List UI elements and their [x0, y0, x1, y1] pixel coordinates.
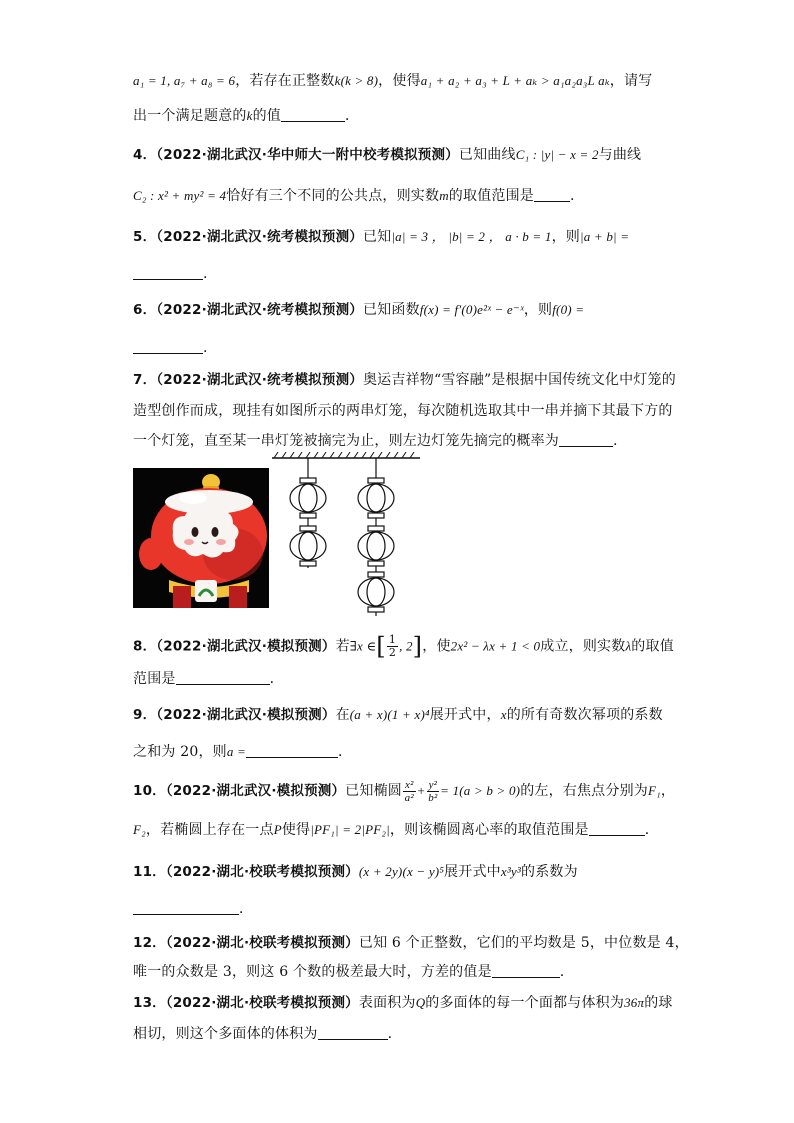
- text-fragment: .: [387, 1026, 393, 1042]
- math-expression: a₁ + a₂ + a₃ + L + aₖ > a₁a₂a₃L aₖ: [420, 73, 610, 88]
- fraction-denominator: b²: [428, 791, 438, 804]
- question-source: （2022·湖北武汉·华中师大一附中校考模拟预测）: [156, 147, 459, 163]
- fraction-y: [427, 779, 440, 804]
- math-expression: k(k > 8): [334, 73, 379, 88]
- question-source: （2022·湖北武汉·统考模拟预测）: [156, 302, 363, 318]
- question-source: （2022·湖北武汉·统考模拟预测）: [156, 229, 363, 245]
- lantern-right-2: [358, 526, 394, 566]
- text-fragment: 展开式中: [444, 864, 501, 880]
- question-source: （2022·湖北武汉·模拟预测）: [165, 783, 346, 799]
- text-fragment: 的所有奇数次幂项的系数: [506, 707, 663, 723]
- answer-blank[interactable]: [281, 107, 345, 122]
- question-7-line-3: [133, 431, 618, 451]
- text-fragment: 已知: [362, 229, 392, 245]
- hanging-lanterns-diagram: [272, 452, 424, 618]
- fraction-numerator: y²: [428, 778, 438, 791]
- question-6: [133, 300, 584, 320]
- question-number: 7．: [133, 372, 157, 388]
- question-13: [133, 993, 673, 1013]
- text-fragment: 使得: [281, 822, 311, 838]
- text-fragment: ，: [660, 783, 676, 799]
- text-fragment: 的球: [644, 995, 673, 1011]
- question-13-line-2: [133, 1024, 392, 1044]
- plus-sign: +: [416, 783, 426, 798]
- text-fragment: 出一个满足题意的: [133, 108, 247, 124]
- text-fragment: 的取值范围是: [448, 188, 534, 204]
- question-number: 5．: [133, 229, 157, 245]
- text-fragment: ，使: [422, 638, 451, 655]
- text-fragment: 造型创作而成，现挂有如图所示的两串灯笼，每次随机选取其中一串并摘下其最下方的: [133, 403, 673, 419]
- question-source: （2022·湖北武汉·模拟预测）: [156, 638, 336, 655]
- text-fragment: 的值: [252, 108, 281, 124]
- text-fragment: 表面积为: [358, 995, 416, 1011]
- math-expression: |a + b| =: [579, 229, 630, 244]
- answer-blank[interactable]: [534, 187, 570, 202]
- left-bracket: [: [376, 632, 386, 661]
- math-expression: 2x² − λx + 1 < 0: [450, 638, 541, 654]
- question-7-line-2: [133, 401, 673, 421]
- text-fragment: 已知函数: [362, 302, 420, 318]
- math-expression: f(0) =: [552, 302, 585, 317]
- question-12: [133, 933, 689, 953]
- question-source: （2022·湖北·校联考模拟预测）: [165, 935, 359, 951]
- text-fragment: 唯一的众数是 3，则这 6 个数的极差最大时，方差的值是: [133, 964, 492, 980]
- math-expression: k: [246, 108, 253, 123]
- math-expression: P: [273, 822, 282, 837]
- question-12-line-2: [133, 962, 564, 982]
- question-source: （2022·湖北·校联考模拟预测）: [165, 995, 359, 1011]
- math-expression: m: [439, 188, 449, 203]
- text-fragment: ，则: [523, 302, 553, 318]
- question-number: 10．: [133, 783, 166, 799]
- question-11: [133, 862, 578, 882]
- text-fragment: 范围是: [133, 671, 176, 687]
- question-number: 4．: [133, 147, 157, 163]
- text-fragment: 相切，则这个多面体的体积为: [133, 1026, 318, 1042]
- math-expression: a₁ = 1, a₇ + a₈ = 6: [133, 73, 236, 88]
- fraction-x: [403, 779, 416, 804]
- text-fragment: .: [613, 433, 618, 449]
- math-expression: 36π: [624, 995, 645, 1010]
- answer-blank[interactable]: [133, 900, 239, 915]
- text-fragment: .: [570, 188, 575, 204]
- question-9: [133, 705, 663, 725]
- right-bracket: ]: [412, 632, 423, 661]
- math-expression: ∃x ∈: [349, 638, 377, 654]
- question-5-line-2: [133, 264, 208, 284]
- math-expression: F₁: [648, 783, 661, 798]
- question-number: 13．: [133, 995, 166, 1011]
- text-fragment: ，若存在正整数: [235, 73, 335, 89]
- text-fragment: .: [644, 822, 650, 838]
- text-fragment: ，若椭圆上存在一点: [145, 822, 274, 838]
- text-fragment: 已知曲线: [458, 147, 516, 163]
- fraction-numerator: 1: [388, 633, 397, 646]
- math-expression: |PF₁| = 2|PF₂|: [310, 822, 390, 837]
- math-expression: (x + 2y)(x − y)⁵: [358, 864, 445, 879]
- question-number: 12．: [133, 935, 166, 951]
- lantern-left-2: [290, 526, 326, 566]
- math-expression: C₁ : |y| − x = 2: [515, 147, 599, 162]
- question-8-line-2: [133, 669, 284, 689]
- question-source: （2022·湖北武汉·模拟预测）: [156, 707, 336, 723]
- text-fragment: .: [203, 266, 208, 282]
- text-fragment: ．: [239, 901, 254, 917]
- mascot-image: [133, 468, 269, 608]
- text-fragment: 在: [335, 707, 350, 723]
- question-6-line-2: [133, 338, 208, 358]
- answer-blank[interactable]: [492, 963, 560, 978]
- question-8: [133, 634, 674, 659]
- text-fragment: ，使得: [378, 73, 421, 89]
- lanterns-svg: [272, 452, 424, 618]
- math-expression: f(x) = f′(0)e²ˣ − e⁻ˣ: [419, 302, 524, 317]
- math-expression: (a + x)(1 + x)⁴: [349, 707, 430, 722]
- question-4-line-2: [133, 186, 575, 206]
- text-fragment: 奥运吉祥物“雪容融”是根据中国传统文化中灯笼的: [362, 372, 676, 388]
- text-fragment: 恰好有三个不同的公共点，则实数: [226, 188, 440, 204]
- text-fragment: 若: [335, 638, 350, 655]
- math-expression: C₂ : x² + my² = 4: [133, 188, 227, 203]
- lantern-left-1: [290, 478, 326, 518]
- lantern-right-3: [358, 572, 394, 612]
- text-fragment: 成立，则实数: [540, 638, 626, 655]
- math-expression: , 2: [399, 638, 413, 654]
- text-fragment: 已知 6 个正整数，它们的平均数是 5，中位数是 4，: [358, 935, 689, 951]
- question-9-line-2: [133, 742, 352, 762]
- text-fragment: 的左，右焦点分别为: [520, 783, 648, 799]
- answer-blank[interactable]: [133, 265, 203, 280]
- math-expression: a =: [226, 744, 246, 759]
- answer-blank[interactable]: [559, 432, 613, 447]
- text-fragment: 一个灯笼，直至某一串灯笼被摘完为止，则左边灯笼先摘完的概率为: [133, 433, 559, 449]
- question-number: 11．: [133, 864, 166, 880]
- question-number: 8．: [133, 638, 157, 655]
- lantern-right-1: [358, 478, 394, 518]
- q3-continuation-line-2: [133, 106, 359, 126]
- question-source: （2022·湖北·校联考模拟预测）: [165, 864, 359, 880]
- text-fragment: ．: [345, 108, 360, 124]
- math-expression: |a| = 3 ， |b| = 2 ， a · b = 1: [391, 229, 552, 244]
- question-10-line-2: [133, 820, 649, 840]
- math-expression: x³y³: [500, 864, 521, 879]
- answer-blank[interactable]: [589, 821, 645, 836]
- answer-blank[interactable]: [246, 743, 338, 758]
- text-fragment: 已知椭圆: [345, 783, 402, 799]
- math-expression: Q: [415, 995, 426, 1010]
- text-fragment: ，则该椭圆离心率的取值范围是: [389, 822, 589, 838]
- text-fragment: ．: [338, 744, 353, 760]
- question-number: 6．: [133, 302, 157, 318]
- text-fragment: 之和为 20，则: [133, 744, 227, 760]
- text-fragment: ，则: [551, 229, 580, 245]
- text-fragment: 的系数为: [521, 864, 578, 880]
- text-fragment: ．: [269, 671, 284, 687]
- math-expression: λ: [625, 638, 632, 654]
- question-5: [133, 227, 629, 247]
- answer-blank[interactable]: [133, 339, 203, 354]
- text-fragment: 展开式中，: [429, 707, 501, 723]
- text-fragment: .: [559, 964, 565, 980]
- q3-continuation-line-1: [133, 71, 652, 91]
- text-fragment: 的多面体的每一个面都与体积为: [425, 995, 625, 1011]
- mascot-illustration: [133, 468, 269, 608]
- text-fragment: .: [203, 340, 208, 356]
- math-expression: x: [500, 707, 507, 722]
- answer-blank[interactable]: [318, 1025, 388, 1040]
- answer-blank[interactable]: [176, 670, 270, 685]
- question-4: [133, 145, 641, 165]
- fraction-denominator: a²: [404, 791, 414, 804]
- text-fragment: 与曲线: [598, 147, 642, 163]
- math-expression: F₂: [133, 822, 146, 837]
- question-number: 9．: [133, 707, 157, 723]
- math-expression: = 1(a > b > 0): [440, 783, 521, 798]
- question-source: （2022·湖北武汉·统考模拟预测）: [156, 372, 363, 388]
- question-7: [133, 370, 676, 390]
- question-10: [133, 778, 675, 804]
- fraction-denominator: 2: [388, 646, 397, 659]
- question-11-line-2: [133, 899, 253, 919]
- text-fragment: 的取值: [631, 638, 674, 655]
- text-fragment: ，请写: [609, 73, 653, 89]
- fraction: [387, 634, 398, 659]
- fraction-numerator: x²: [404, 778, 414, 791]
